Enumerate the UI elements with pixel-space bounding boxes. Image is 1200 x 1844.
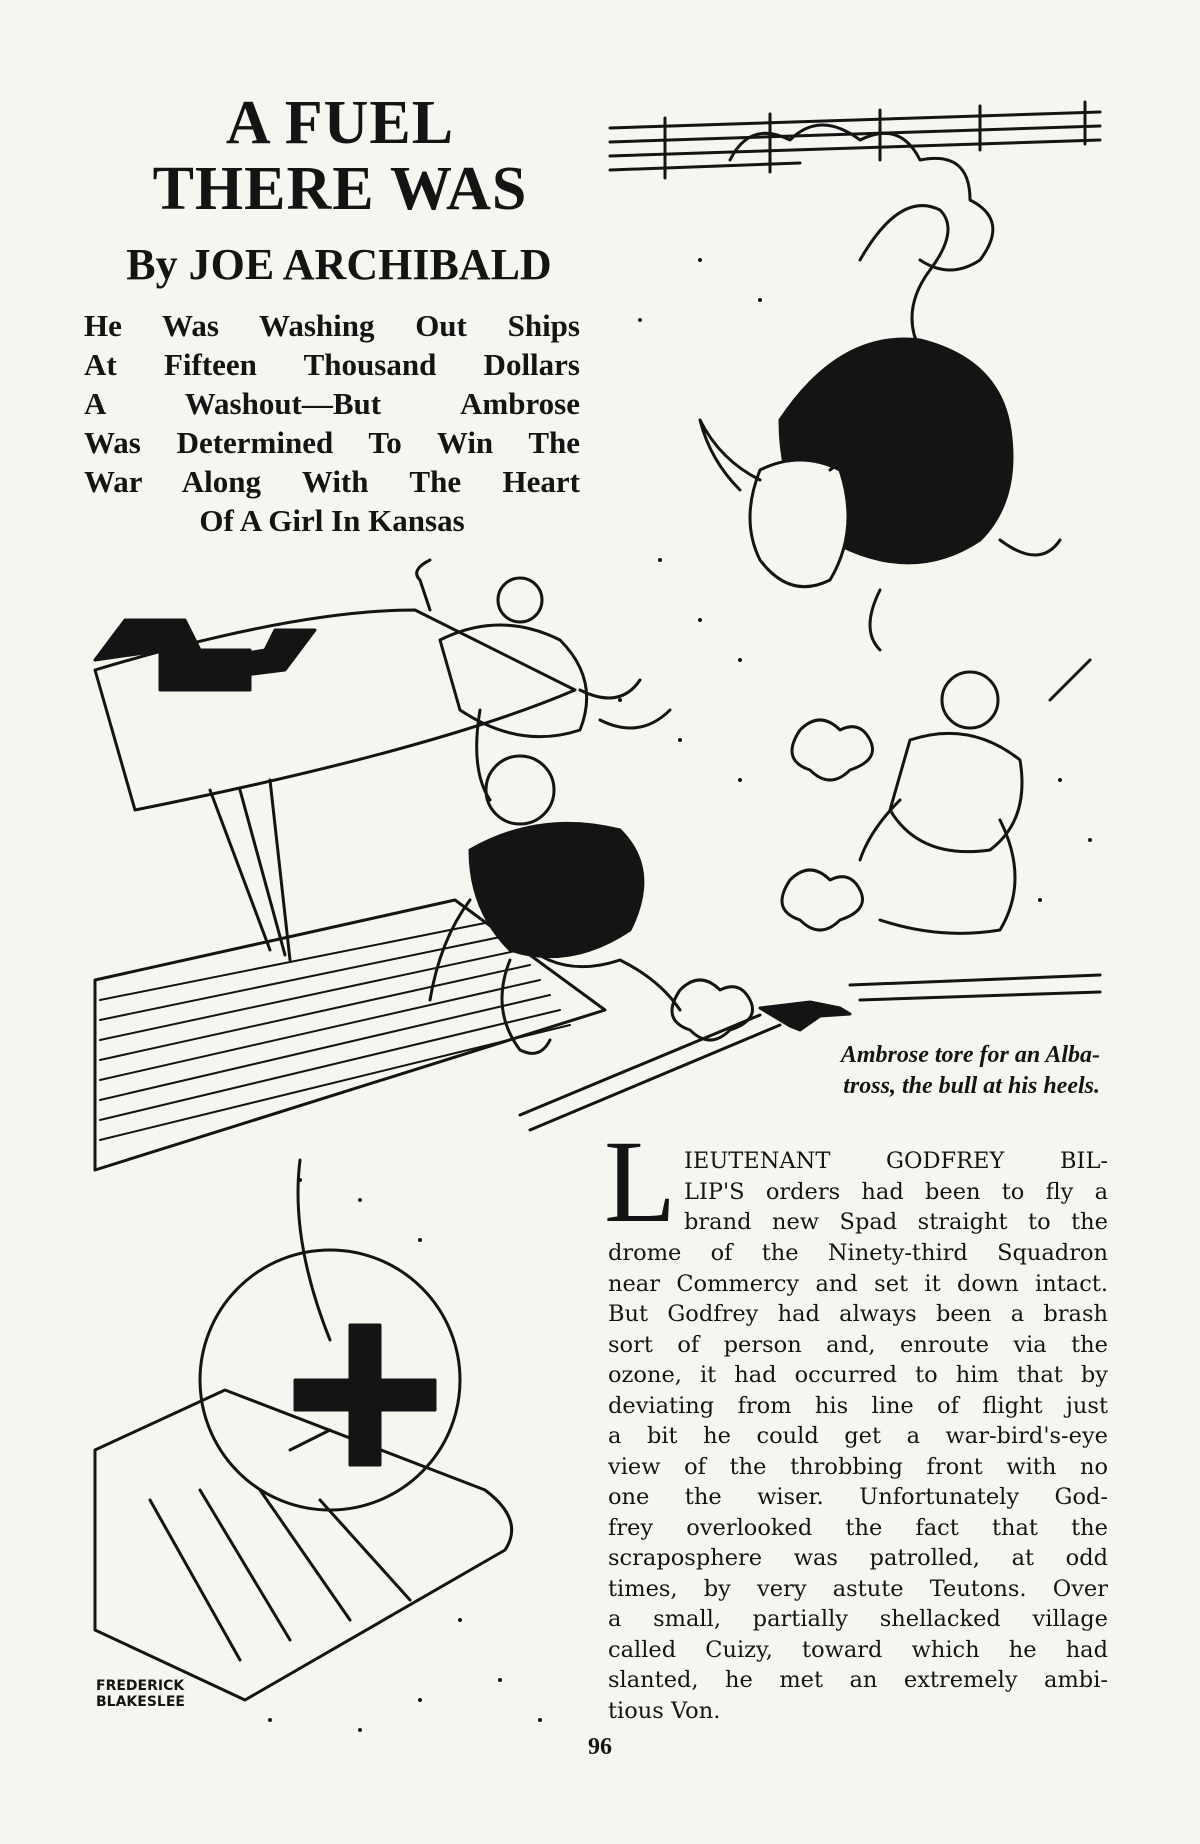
- body-line: IEUTENANT GODFREY BIL-: [684, 1148, 1108, 1174]
- dek-line: Of A Girl In Kansas: [199, 503, 465, 538]
- page-number: 96: [588, 1734, 612, 1760]
- caption-line: tross, the bull at his heels.: [843, 1073, 1100, 1099]
- body-line: ozone, it had occurred to him that by: [608, 1362, 1108, 1388]
- dek-line: At Fifteen Thousand Dollars: [84, 347, 580, 382]
- title-line: THERE WAS: [152, 155, 528, 223]
- body-line: called Cuizy, toward which he had: [608, 1636, 1108, 1663]
- byline: By JOE ARCHIBALD: [126, 240, 552, 289]
- bull-drawing: [700, 206, 1060, 650]
- body-line: But Godfrey had always been a brash: [608, 1301, 1108, 1327]
- body-line: frey overlooked the fact that the: [608, 1514, 1108, 1541]
- smoke-puff-drawing: [792, 720, 873, 780]
- body-line: near Commercy and set it down intact.: [608, 1270, 1108, 1297]
- caption-line: Ambrose tore for an Alba-: [840, 1042, 1100, 1068]
- body-line: drome of the Ninety-third Squadron: [608, 1240, 1108, 1266]
- body-line: slanted, he met an extremely ambi-: [608, 1667, 1108, 1693]
- story-title: [80, 90, 600, 222]
- tail-assembly-drawing: [95, 1160, 512, 1700]
- pistol-drawing: [760, 1002, 850, 1030]
- dek-line: A Washout—But Ambrose: [84, 386, 580, 421]
- fence-drawing: [610, 102, 1100, 178]
- body-line: LIP'S orders had been to fly a: [684, 1178, 1108, 1205]
- illustration-caption: [770, 1040, 1100, 1102]
- artist-signature: [96, 1678, 185, 1710]
- title-line: A FUEL: [225, 89, 455, 157]
- dek-line: He Was Washing Out Ships: [84, 308, 580, 343]
- article-body: [608, 1238, 1108, 1726]
- body-line: a bit he could get a war-bird's-eye: [608, 1423, 1108, 1449]
- body-line: brand new Spad straight to the: [684, 1209, 1108, 1235]
- body-line: deviating from his line of flight just: [608, 1392, 1108, 1419]
- body-line: sort of person and, enroute via the: [608, 1331, 1108, 1358]
- signature-line: BLAKESLEE: [96, 1694, 185, 1710]
- ambrose-drawing: [430, 756, 680, 1053]
- drop-cap: L: [604, 1116, 677, 1247]
- dek-line: Was Determined To Win The: [84, 425, 580, 460]
- story-dek: [84, 306, 580, 540]
- dek-line: War Along With The Heart: [84, 464, 580, 499]
- body-line: view of the throbbing front with no: [608, 1453, 1108, 1480]
- signature-line: FREDERICK: [96, 1678, 185, 1694]
- drop-cap-lines: [684, 1146, 1108, 1238]
- body-line: times, by very astute Teutons. Over: [608, 1575, 1108, 1602]
- body-line: a small, partially shellacked village: [608, 1606, 1108, 1632]
- body-line: tious Von.: [608, 1697, 721, 1724]
- fallen-pilot-drawing: [860, 660, 1090, 933]
- body-line: one the wiser. Unfortunately God-: [608, 1484, 1108, 1510]
- body-line: scraposphere was patrolled, at odd: [608, 1545, 1108, 1571]
